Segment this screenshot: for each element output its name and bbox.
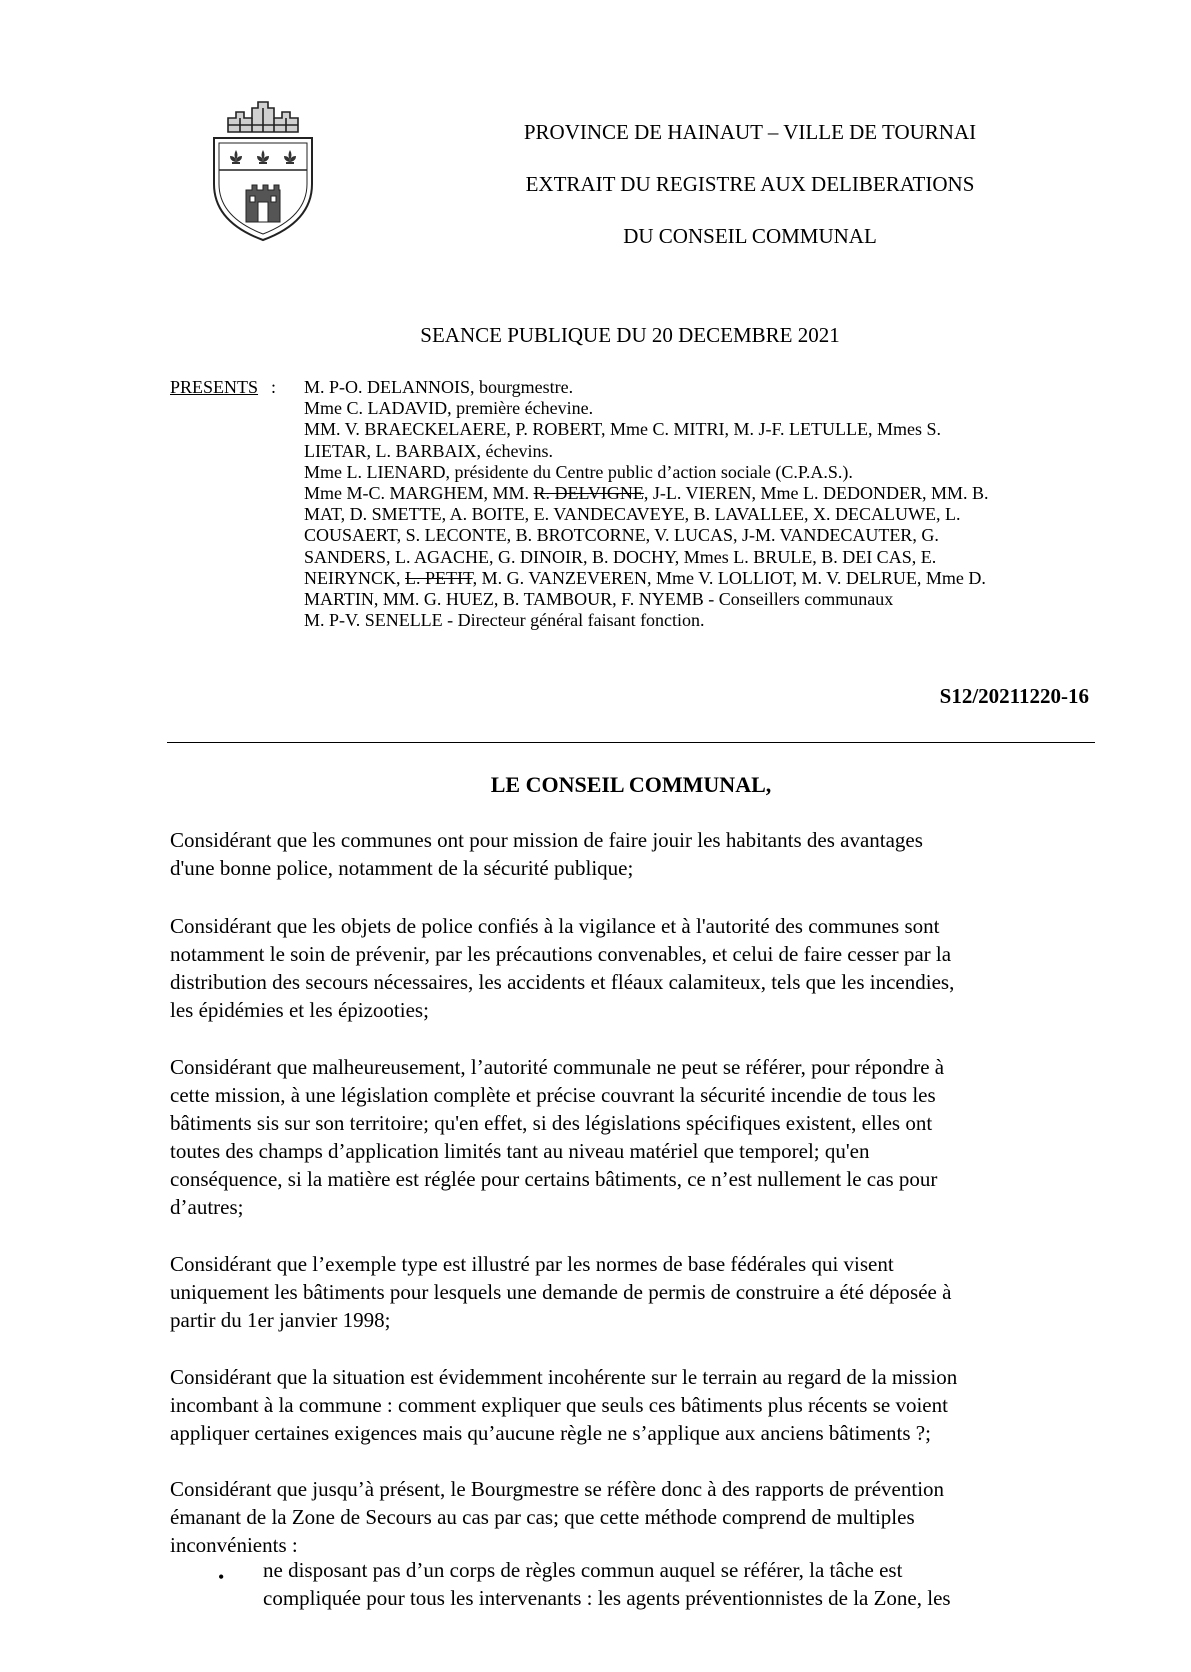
presents-line <box>304 504 1104 525</box>
presents-text: MARTIN, MM. G. HUEZ, B. TAMBOUR, F. NYEMB - Conseillers communaux <box>304 589 894 610</box>
body-paragraph <box>170 1363 1105 1447</box>
body-paragraph <box>170 912 1105 1024</box>
horizontal-rule <box>167 742 1095 743</box>
presents-line <box>304 419 1104 440</box>
body-paragraph <box>170 826 1105 882</box>
paragraph-line: notamment le soin de prévenir, par les précautions convenables, et celui de faire cesser par la <box>170 942 952 966</box>
presents-text: LIETAR, L. BARBAIX, échevins. <box>304 440 554 461</box>
city-crest-icon <box>206 98 320 244</box>
council-title: LE CONSEIL COMMUNAL, <box>490 772 772 797</box>
presents-text: MAT, D. SMETTE, A. BOITE, E. VANDECAVEYE, B. LAVALLEE, X. DECALUWE, L. <box>304 504 961 525</box>
presents-text: MM. V. BRAECKELAERE, P. ROBERT, Mme C. MITRI, M. J-F. LETULLE, Mmes S. <box>304 419 942 440</box>
presents-text: , J-L. VIEREN, Mme L. DEDONDER, MM. B. <box>643 483 989 504</box>
paragraph-line: bâtiments sis sur son territoire; qu'en effet, si des législations spécifiques existent, elles ont <box>170 1111 933 1135</box>
bullet-line: ne disposant pas d’un corps de règles commun auquel se référer, la tâche est <box>263 1558 903 1582</box>
presents-colon: : <box>271 377 277 397</box>
presents-line <box>304 610 1104 631</box>
presents-label: PRESENTS <box>170 377 259 397</box>
paragraph-line: d’autres; <box>170 1195 244 1219</box>
body-paragraph <box>170 1250 1105 1334</box>
paragraph-line: Considérant que les objets de police confiés à la vigilance et à l'autorité des communes sont <box>170 914 940 938</box>
presents-line <box>304 483 1104 504</box>
paragraph-line: émanant de la Zone de Secours au cas par cas; que cette méthode comprend de multiples <box>170 1505 915 1529</box>
presents-line <box>304 441 1104 462</box>
presents-line <box>304 547 1104 568</box>
presents-text: Mme M-C. MARGHEM, MM. <box>304 483 534 504</box>
reference-number: S12/20211220-16 <box>939 684 1089 708</box>
header-line-conseil: DU CONSEIL COMMUNAL <box>623 224 877 248</box>
paragraph-line: toutes des champs d’application limités tant au niveau matériel que temporel; qu'en <box>170 1139 870 1163</box>
bullet-line: compliquée pour tous les intervenants : les agents préventionnistes de la Zone, les <box>263 1586 951 1610</box>
presents-line <box>304 377 1104 398</box>
absent-name-strikethrough: L. PETIT <box>405 567 473 588</box>
presents-text: Mme L. LIENARD, présidente du Centre public d’action sociale (C.P.A.S.). <box>304 461 853 482</box>
presents-list <box>304 377 1104 631</box>
paragraph-line: uniquement les bâtiments pour lesquels une demande de permis de construire a été déposée à <box>170 1280 952 1304</box>
header-line-province: PROVINCE DE HAINAUT – VILLE DE TOURNAI <box>523 120 977 144</box>
presents-line <box>304 568 1104 589</box>
paragraph-line: Considérant que l’exemple type est illustré par les normes de base fédérales qui visent <box>170 1252 894 1276</box>
presents-line <box>304 525 1104 546</box>
presents-line <box>304 589 1104 610</box>
presents-text: NEIRYNCK, <box>304 567 406 588</box>
header-line-registre: EXTRAIT DU REGISTRE AUX DELIBERATIONS <box>525 172 975 196</box>
bullet-marker: • <box>218 1567 225 1587</box>
presents-text: M. P-O. DELANNOIS, bourgmestre. <box>304 377 574 397</box>
presents-text: M. P-V. SENELLE - Directeur général faisant fonction. <box>304 610 705 631</box>
paragraph-line: partir du 1er janvier 1998; <box>170 1308 391 1332</box>
absent-name-strikethrough: R. DELVIGNE <box>533 483 644 504</box>
paragraph-line: inconvénients : <box>170 1533 298 1557</box>
body-paragraph <box>170 1053 1105 1221</box>
paragraph-line: cette mission, à une législation complète et précise couvrant la sécurité incendie de tous les <box>170 1083 936 1107</box>
paragraph-line: appliquer certaines exigences mais qu’aucune règle ne s’applique aux anciens bâtiments ?; <box>170 1421 931 1445</box>
paragraph-line: d'une bonne police, notamment de la sécurité publique; <box>170 856 634 880</box>
presents-text: SANDERS, L. AGACHE, G. DINOIR, B. DOCHY, Mmes L. BRULE, B. DEI CAS, E. <box>304 546 937 567</box>
presents-line <box>304 462 1104 483</box>
presents-text: , M. G. VANZEVEREN, Mme V. LOLLIOT, M. V. DELRUE, Mme D. <box>472 567 986 588</box>
presents-text: Mme C. LADAVID, première échevine. <box>304 398 594 419</box>
paragraph-line: Considérant que la situation est évidemment incohérente sur le terrain au regard de la mission <box>170 1365 958 1389</box>
bullet-item <box>263 1556 1123 1612</box>
seance-title: SEANCE PUBLIQUE DU 20 DECEMBRE 2021 <box>420 323 840 347</box>
body-paragraph <box>170 1475 1105 1559</box>
paragraph-line: Considérant que les communes ont pour mission de faire jouir les habitants des avantages <box>170 828 923 852</box>
paragraph-line: distribution des secours nécessaires, les accidents et fléaux calamiteux, tels que les incendies, <box>170 970 955 994</box>
paragraph-line: Considérant que malheureusement, l’autorité communale ne peut se référer, pour répondre à <box>170 1055 945 1079</box>
paragraph-line: incombant à la commune : comment expliquer que seuls ces bâtiments plus récents se voient <box>170 1393 948 1417</box>
presents-line <box>304 398 1104 419</box>
paragraph-line: Considérant que jusqu’à présent, le Bourgmestre se réfère donc à des rapports de prévention <box>170 1477 945 1501</box>
paragraph-line: conséquence, si la matière est réglée pour certains bâtiments, ce n’est nullement le cas pour <box>170 1167 938 1191</box>
paragraph-line: les épidémies et les épizooties; <box>170 998 429 1022</box>
presents-text: COUSAERT, S. LECONTE, B. BROTCORNE, V. LUCAS, J-M. VANDECAUTER, G. <box>304 525 939 546</box>
